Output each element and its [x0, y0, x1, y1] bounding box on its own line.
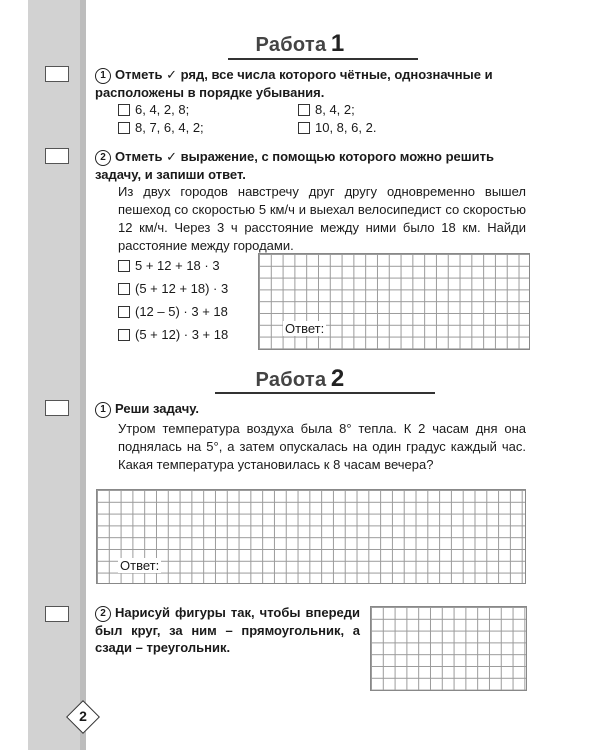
work1-task2-option-2[interactable] [118, 281, 228, 297]
work1-task2 [95, 148, 535, 183]
task-number-badge: 2 [95, 606, 111, 622]
work1-task1-instruction-text: Отметь ✓ ряд, все числа которого чётные, однозначные и расположены в порядке убывания. [95, 67, 493, 100]
task-number-badge: 1 [95, 68, 111, 84]
work1-heading-rule [228, 58, 418, 60]
work1-task1-option-1[interactable] [118, 102, 189, 118]
checkbox[interactable] [118, 329, 130, 341]
work1-task2-answer-label: Ответ: [285, 321, 325, 336]
option-label: 10, 8, 6, 2. [315, 120, 377, 135]
score-box-work1-task2[interactable] [45, 148, 69, 164]
work1-task2-option-3[interactable] [118, 304, 228, 320]
work1-task1-instruction [95, 66, 535, 101]
task-number-badge: 2 [95, 150, 111, 166]
page-number: 2 [79, 708, 87, 724]
task-number-badge: 1 [95, 402, 111, 418]
option-label: 5 + 12 + 18 · 3 [135, 258, 220, 273]
work2-task2-drawing-grid[interactable] [370, 606, 527, 691]
work2-task2-instruction-text: Нарисуй фигуры так, чтобы впереди был круг, за ним – прямоугольник, а сзади – треугольник. [95, 605, 360, 655]
checkbox[interactable] [298, 104, 310, 116]
work2-task1-instruction [95, 400, 535, 418]
work1-task1-option-3[interactable] [118, 120, 204, 136]
checkbox[interactable] [118, 104, 130, 116]
work1-task1 [95, 66, 535, 101]
work1-task2-instruction-text: Отметь ✓ выражение, с помощью которого можно решить задачу, и запиши ответ. [95, 149, 494, 182]
score-box-work1-task1[interactable] [45, 66, 69, 82]
option-label: (12 – 5) · 3 + 18 [135, 304, 228, 319]
work1-task2-instruction [95, 148, 535, 183]
work1-task2-option-1[interactable] [118, 258, 220, 274]
work2-task1-instruction-text: Реши задачу. [115, 401, 199, 416]
work1-task2-problem-text: Из двух городов навстречу друг другу одновременно вышел пешеход со скоростью 5 км/ч и выехал велосипедист со скоростью 12 км/ч. Через 3 ч расстояние между ними было 18 км. Найди расстояние между городами. [118, 184, 526, 253]
work2-heading [0, 365, 600, 393]
work1-task1-option-4[interactable] [298, 120, 376, 136]
work2-heading-rule [215, 392, 435, 394]
work2-task2-instruction [95, 604, 360, 656]
work2-title-word: Работа [255, 369, 327, 391]
work2-title-number: 2 [330, 365, 345, 392]
work1-title-number: 1 [330, 30, 345, 57]
work1-title-word: Работа [255, 34, 327, 56]
score-box-work2-task1[interactable] [45, 400, 69, 416]
work2-task1 [95, 400, 535, 418]
checkbox[interactable] [118, 306, 130, 318]
option-label: 8, 4, 2; [315, 102, 355, 117]
work2-task1-problem-text: Утром температура воздуха была 8° тепла. К 2 часам дня она поднялась на 5°, а затем опускалась на один градус каждый час. Какая температура установилась к 8 часам вечера? [118, 421, 526, 472]
checkbox[interactable] [118, 283, 130, 295]
work1-task2-option-4[interactable] [118, 327, 228, 343]
page-number-badge [68, 702, 98, 732]
work2-task2 [95, 604, 360, 656]
checkbox[interactable] [118, 122, 130, 134]
work1-heading [0, 30, 600, 58]
work2-task1-answer-label: Ответ: [120, 558, 160, 573]
option-label: (5 + 12) · 3 + 18 [135, 327, 229, 342]
option-label: (5 + 12 + 18) · 3 [135, 281, 229, 296]
checkbox[interactable] [118, 260, 130, 272]
option-label: 8, 7, 6, 4, 2; [135, 120, 204, 135]
checkbox[interactable] [298, 122, 310, 134]
option-label: 6, 4, 2, 8; [135, 102, 190, 117]
score-box-work2-task2[interactable] [45, 606, 69, 622]
work1-task1-option-2[interactable] [298, 102, 355, 118]
